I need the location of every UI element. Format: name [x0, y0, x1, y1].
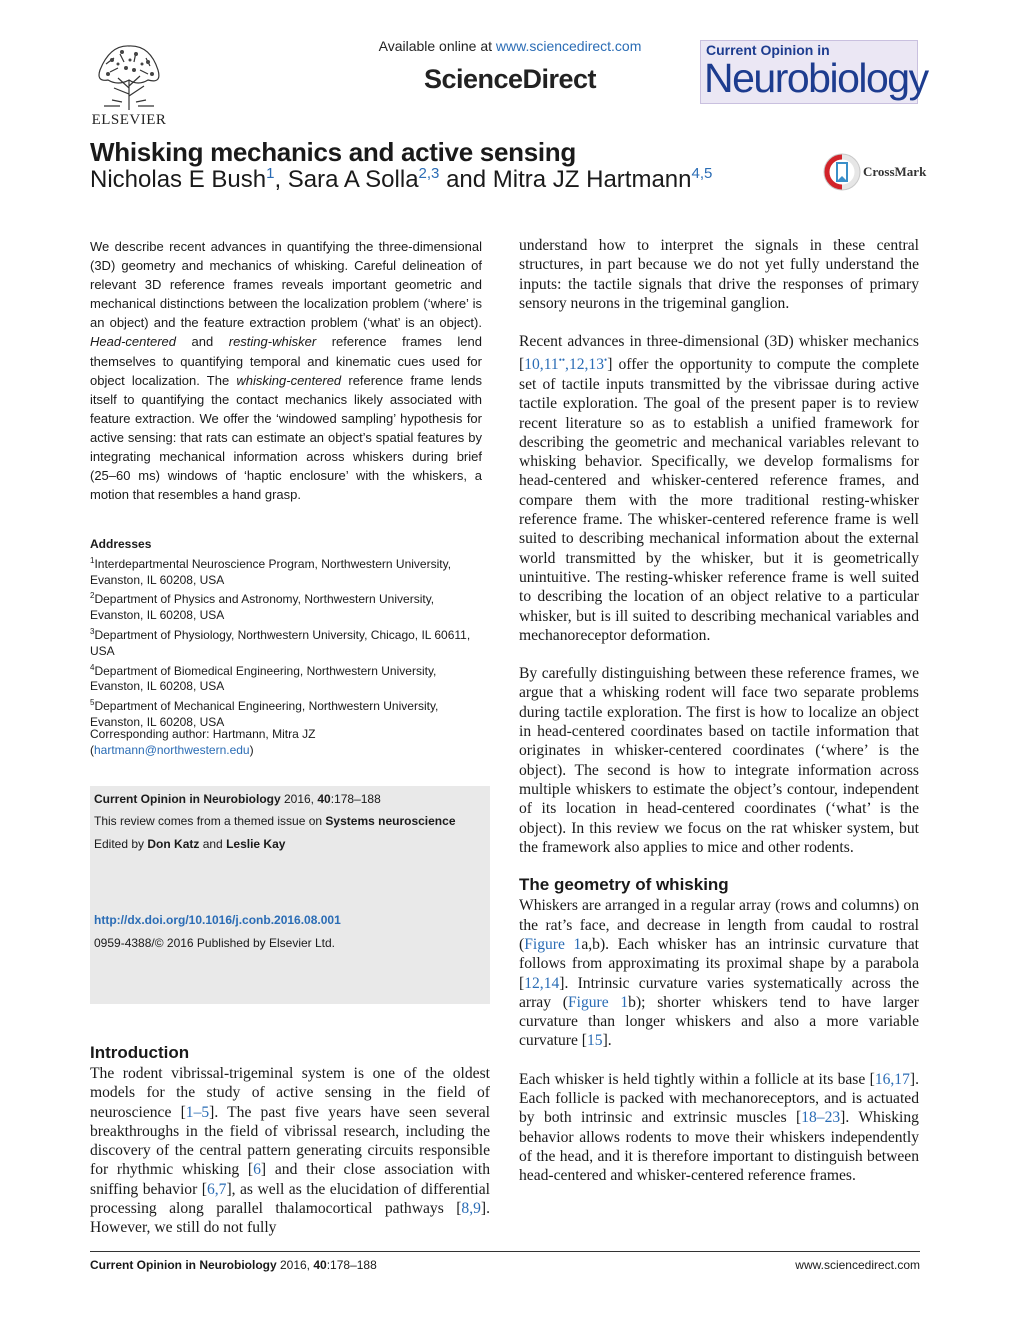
- reference-link[interactable]: 10,11: [524, 356, 559, 374]
- body-text: ]. Each follicle is packed with mechanoreceptors, and is actuated by both intrinsic and extrinsic muscles [: [519, 1070, 919, 1127]
- info-journal: Current Opinion in Neurobiology: [94, 792, 281, 806]
- reference-link[interactable]: 18–23: [801, 1109, 841, 1127]
- reference-link[interactable]: 12,13: [568, 356, 605, 374]
- article-title: Whisking mechanics and active sensing: [90, 137, 576, 167]
- info-edited-prefix: Edited by: [94, 837, 148, 851]
- info-themed-issue: [94, 814, 456, 828]
- address-item: [90, 553, 490, 589]
- footer-journal: Current Opinion in Neurobiology: [90, 1258, 277, 1272]
- reference-link[interactable]: 15: [586, 1032, 603, 1050]
- footer-divider: [90, 1251, 920, 1252]
- body-text: ]. Whisking behavior allows rodents to move their whiskers independently of the head, and it is therefore important to distinguish between head-centered and whisker-centered reference frames.: [519, 1109, 919, 1185]
- abstract: [90, 237, 482, 504]
- address-text: Department of Biomedical Engineering, Northwestern University,: [94, 663, 437, 678]
- available-prefix: Available online at: [378, 38, 496, 54]
- abstract-paragraph: [90, 237, 482, 504]
- author-name: Sara A Solla: [287, 166, 419, 193]
- address-item: [90, 588, 490, 624]
- address-text: Evanston, IL 60208, USA: [90, 572, 225, 587]
- body-text: Each whisker is held tightly within a follicle at its base [: [519, 1070, 875, 1088]
- paren: ): [249, 743, 254, 757]
- address-text: Department of Physics and Astronomy, Northwestern University,: [94, 592, 435, 607]
- geometry-heading: The geometry of whisking: [519, 875, 729, 895]
- address-text: Evanston, IL 60208, USA: [90, 679, 225, 694]
- info-editor: Leslie Kay: [226, 837, 286, 851]
- reference-link[interactable]: 1–5: [185, 1103, 210, 1121]
- author-affiliation-sup[interactable]: 4,5: [691, 165, 713, 182]
- addresses-heading: Addresses: [90, 537, 152, 551]
- address-number: 2: [90, 591, 95, 601]
- author-name: Nicholas E Bush: [90, 166, 267, 193]
- body-text: ] offer the opportunity to compute the complete set of tactile inputs transmitted by the vibrissae during active tactile exploration. The goal of the present paper is to review recent literature so as to establish a unified framework for describing the geometric and mechanical variables relevant to whisking behavior. Specifically, we develop formalisms for head-centered and whisker-centered reference frames, and compare them with the more traditional resting-whisker reference frame. The whisker-centered reference frame is well suited to describing mechanical information about the external world transmitted by the whisker, but it is geometrically unintuitive. The resting-whisker reference frame is well suited to describing the location of an object relative to a particular whisker, but is ill suited to describing mechanical variables and mechanoreceptor deformation.: [519, 356, 919, 644]
- corresponding-email-link[interactable]: hartmann@northwestern.edu: [94, 743, 250, 757]
- footer-pages: :178–188: [326, 1258, 377, 1272]
- paren: (: [90, 743, 94, 757]
- info-and: and: [199, 837, 227, 851]
- abstract-emphasis: resting-whisker: [228, 334, 317, 350]
- address-text: Interdepartmental Neuroscience Program, Northwestern University,: [94, 556, 452, 571]
- abstract-text: and: [176, 334, 229, 350]
- address-number: 3: [90, 626, 95, 636]
- address-number: 4: [90, 662, 95, 672]
- body-text: ]. However, we still do not fully: [90, 1200, 490, 1237]
- author-name: Mitra JZ Hartmann: [492, 166, 692, 193]
- article-info-box: [90, 786, 490, 1004]
- info-volume: 40: [317, 792, 331, 806]
- sciencedirect-brand: ScienceDirect: [423, 64, 597, 94]
- author-affiliation-sup[interactable]: 1: [266, 165, 275, 182]
- body-text: ].: [602, 1032, 612, 1050]
- info-themed-prefix: This review comes from a themed issue on: [94, 814, 326, 828]
- address-text: Department of Physiology, Northwestern University, Chicago, IL 60611,: [94, 627, 471, 642]
- body-paragraph: [519, 332, 919, 645]
- corresponding-author: [90, 726, 490, 758]
- footer-site: www.sciencedirect.com: [795, 1258, 920, 1272]
- address-text: Department of Mechanical Engineering, Northwestern University,: [94, 699, 439, 714]
- sciencedirect-link[interactable]: www.sciencedirect.com: [495, 38, 642, 54]
- crossmark-label: CrossMark: [863, 164, 927, 179]
- reference-separator: ,: [565, 356, 569, 374]
- figure-link[interactable]: Figure 1: [524, 935, 582, 953]
- info-doi-line: [94, 913, 341, 927]
- body-text: ] and their close association with sniffing behavior [: [90, 1161, 490, 1198]
- footer-volume: 40: [313, 1258, 327, 1272]
- addresses-section: [90, 537, 490, 731]
- address-text: Evanston, IL 60208, USA: [90, 714, 225, 729]
- corresponding-label: Corresponding author: Hartmann, Mitra JZ: [90, 727, 316, 741]
- abstract-text: reference frame lends itself to quantifying the contact mechanics likely associated with feature extraction. We offer the ‘windowed sampling’ hypothesis for active sensing: that rats can estimate an object’s spatial features by integrating mechanical information across whiskers during brief (25–60 ms) windows of ‘haptic enclosure’ with the whiskers, a motion that resembles a hand grasp.: [90, 372, 482, 503]
- author-affiliation-sup[interactable]: 2,3: [418, 165, 440, 182]
- address-number: 5: [90, 698, 95, 708]
- info-pages: :178–188: [330, 792, 381, 806]
- body-paragraph: understand how to interpret the signals in these central structures, in part because we do not yet fully understand the inputs: the tactile signals that drive the responses of primary sensory neurons in the trigeminal ganglion.: [519, 237, 919, 312]
- doi-link[interactable]: http://dx.doi.org/10.1016/j.conb.2016.08.001: [94, 913, 341, 927]
- body-text: The rodent vibrissal-trigeminal system is one of the oldest models for the study of active sensing in the field of neuroscience [: [90, 1065, 490, 1121]
- publisher-name: ELSEVIER: [91, 112, 167, 128]
- reference-link[interactable]: 6,7: [206, 1180, 227, 1198]
- reference-link[interactable]: 6: [253, 1161, 261, 1179]
- crossmark-icon: [823, 153, 861, 191]
- address-text: Evanston, IL 60208, USA: [90, 608, 225, 623]
- intro-paragraph: [90, 1064, 490, 1238]
- body-paragraph: By carefully distinguishing between these reference frames, we argue that a whisking rodent will face two separate problems during tactile exploration. The first is how to localize an object in head-centered coordinates based on tactile information that originates in whisker-centered coordinates (‘where’ is the object). The second is how to integrate information across multiple whiskers to estimate the object’s contour, independent of its location in head-centered coordinates (‘what’ is the object). In this review we focus on the rat whisker system, but the framework also applies to mice and other rodents.: [519, 665, 919, 856]
- address-item: [90, 660, 490, 696]
- reference-link[interactable]: 8,9: [461, 1200, 481, 1218]
- info-year: 2016,: [280, 792, 318, 806]
- body-text: ]. The past five years have seen several breakthroughs in the field of vibrissal research, including the discovery of the central pattern generating circuits responsible for rhythmic whisking [: [90, 1103, 491, 1179]
- abstract-text: We describe recent advances in quantifying the three-dimensional (3D) geometry and mechanics of whisking. Careful delineation of relevant 3D reference frames reveals important geometric and mechanical distinctions between the localization problem (‘where’ is an object) and the feature extraction problem (‘what’ is an object).: [90, 239, 482, 331]
- journal-badge-top: Current Opinion in: [706, 42, 830, 58]
- body-text: b); shorter whiskers tend to have larger curvature than longer whiskers and also a more variable curvature [: [519, 993, 919, 1050]
- footer-year: 2016,: [276, 1258, 314, 1272]
- body-text: ]. Intrinsic curvature varies systematically across the array (: [519, 974, 919, 1011]
- body-text: Recent advances in three-dimensional (3D) whisker mechanics [: [519, 333, 919, 374]
- intro-heading: Introduction: [90, 1043, 190, 1062]
- right-column: [519, 236, 919, 1205]
- crossmark-button[interactable]: [823, 153, 927, 193]
- author-separator: ,: [274, 166, 288, 193]
- author-separator: and: [439, 166, 493, 193]
- abstract-emphasis: whisking-centered: [236, 372, 342, 388]
- info-editors: [94, 837, 285, 851]
- body-text: a,b). Each whisker has an intrinsic curvature that follows from approximating its proximal shape by a parabola [: [519, 935, 919, 992]
- reference-link[interactable]: 12,14: [524, 974, 560, 992]
- address-text: USA: [90, 643, 115, 658]
- reference-link[interactable]: 16,17: [874, 1070, 910, 1088]
- abstract-emphasis: Head-centered: [90, 334, 176, 350]
- info-themed-name: Systems neuroscience: [325, 814, 456, 828]
- info-editor: Don Katz: [147, 837, 200, 851]
- body-text: ], as well as the elucidation of differential processing along parallel thalamocortical pathways [: [90, 1180, 490, 1218]
- body-paragraph: [519, 1070, 919, 1186]
- intro-body: [90, 1064, 490, 1257]
- journal-badge: [700, 40, 928, 104]
- body-text: Whiskers are arranged in a regular array (rows and columns) on the rat’s face, and decrease in length from caudal to rostral (: [519, 897, 919, 953]
- footer-citation: [90, 1258, 377, 1272]
- info-citation: [94, 792, 381, 806]
- info-issn: 0959-4388/© 2016 Published by Elsevier Ltd.: [94, 936, 336, 950]
- reference-emphasis-mark: ••: [558, 355, 566, 366]
- address-item: [90, 624, 490, 660]
- reference-emphasis-mark: •: [604, 355, 608, 366]
- figure-link[interactable]: Figure 1: [567, 993, 629, 1011]
- author-list: [90, 166, 712, 194]
- body-paragraph: [519, 896, 919, 1050]
- address-number: 1: [90, 555, 95, 565]
- abstract-text: reference frames lend themselves to quantifying temporal and kinematic cues used for object localization. The: [90, 334, 482, 388]
- journal-badge-main: Neurobiology: [704, 55, 928, 101]
